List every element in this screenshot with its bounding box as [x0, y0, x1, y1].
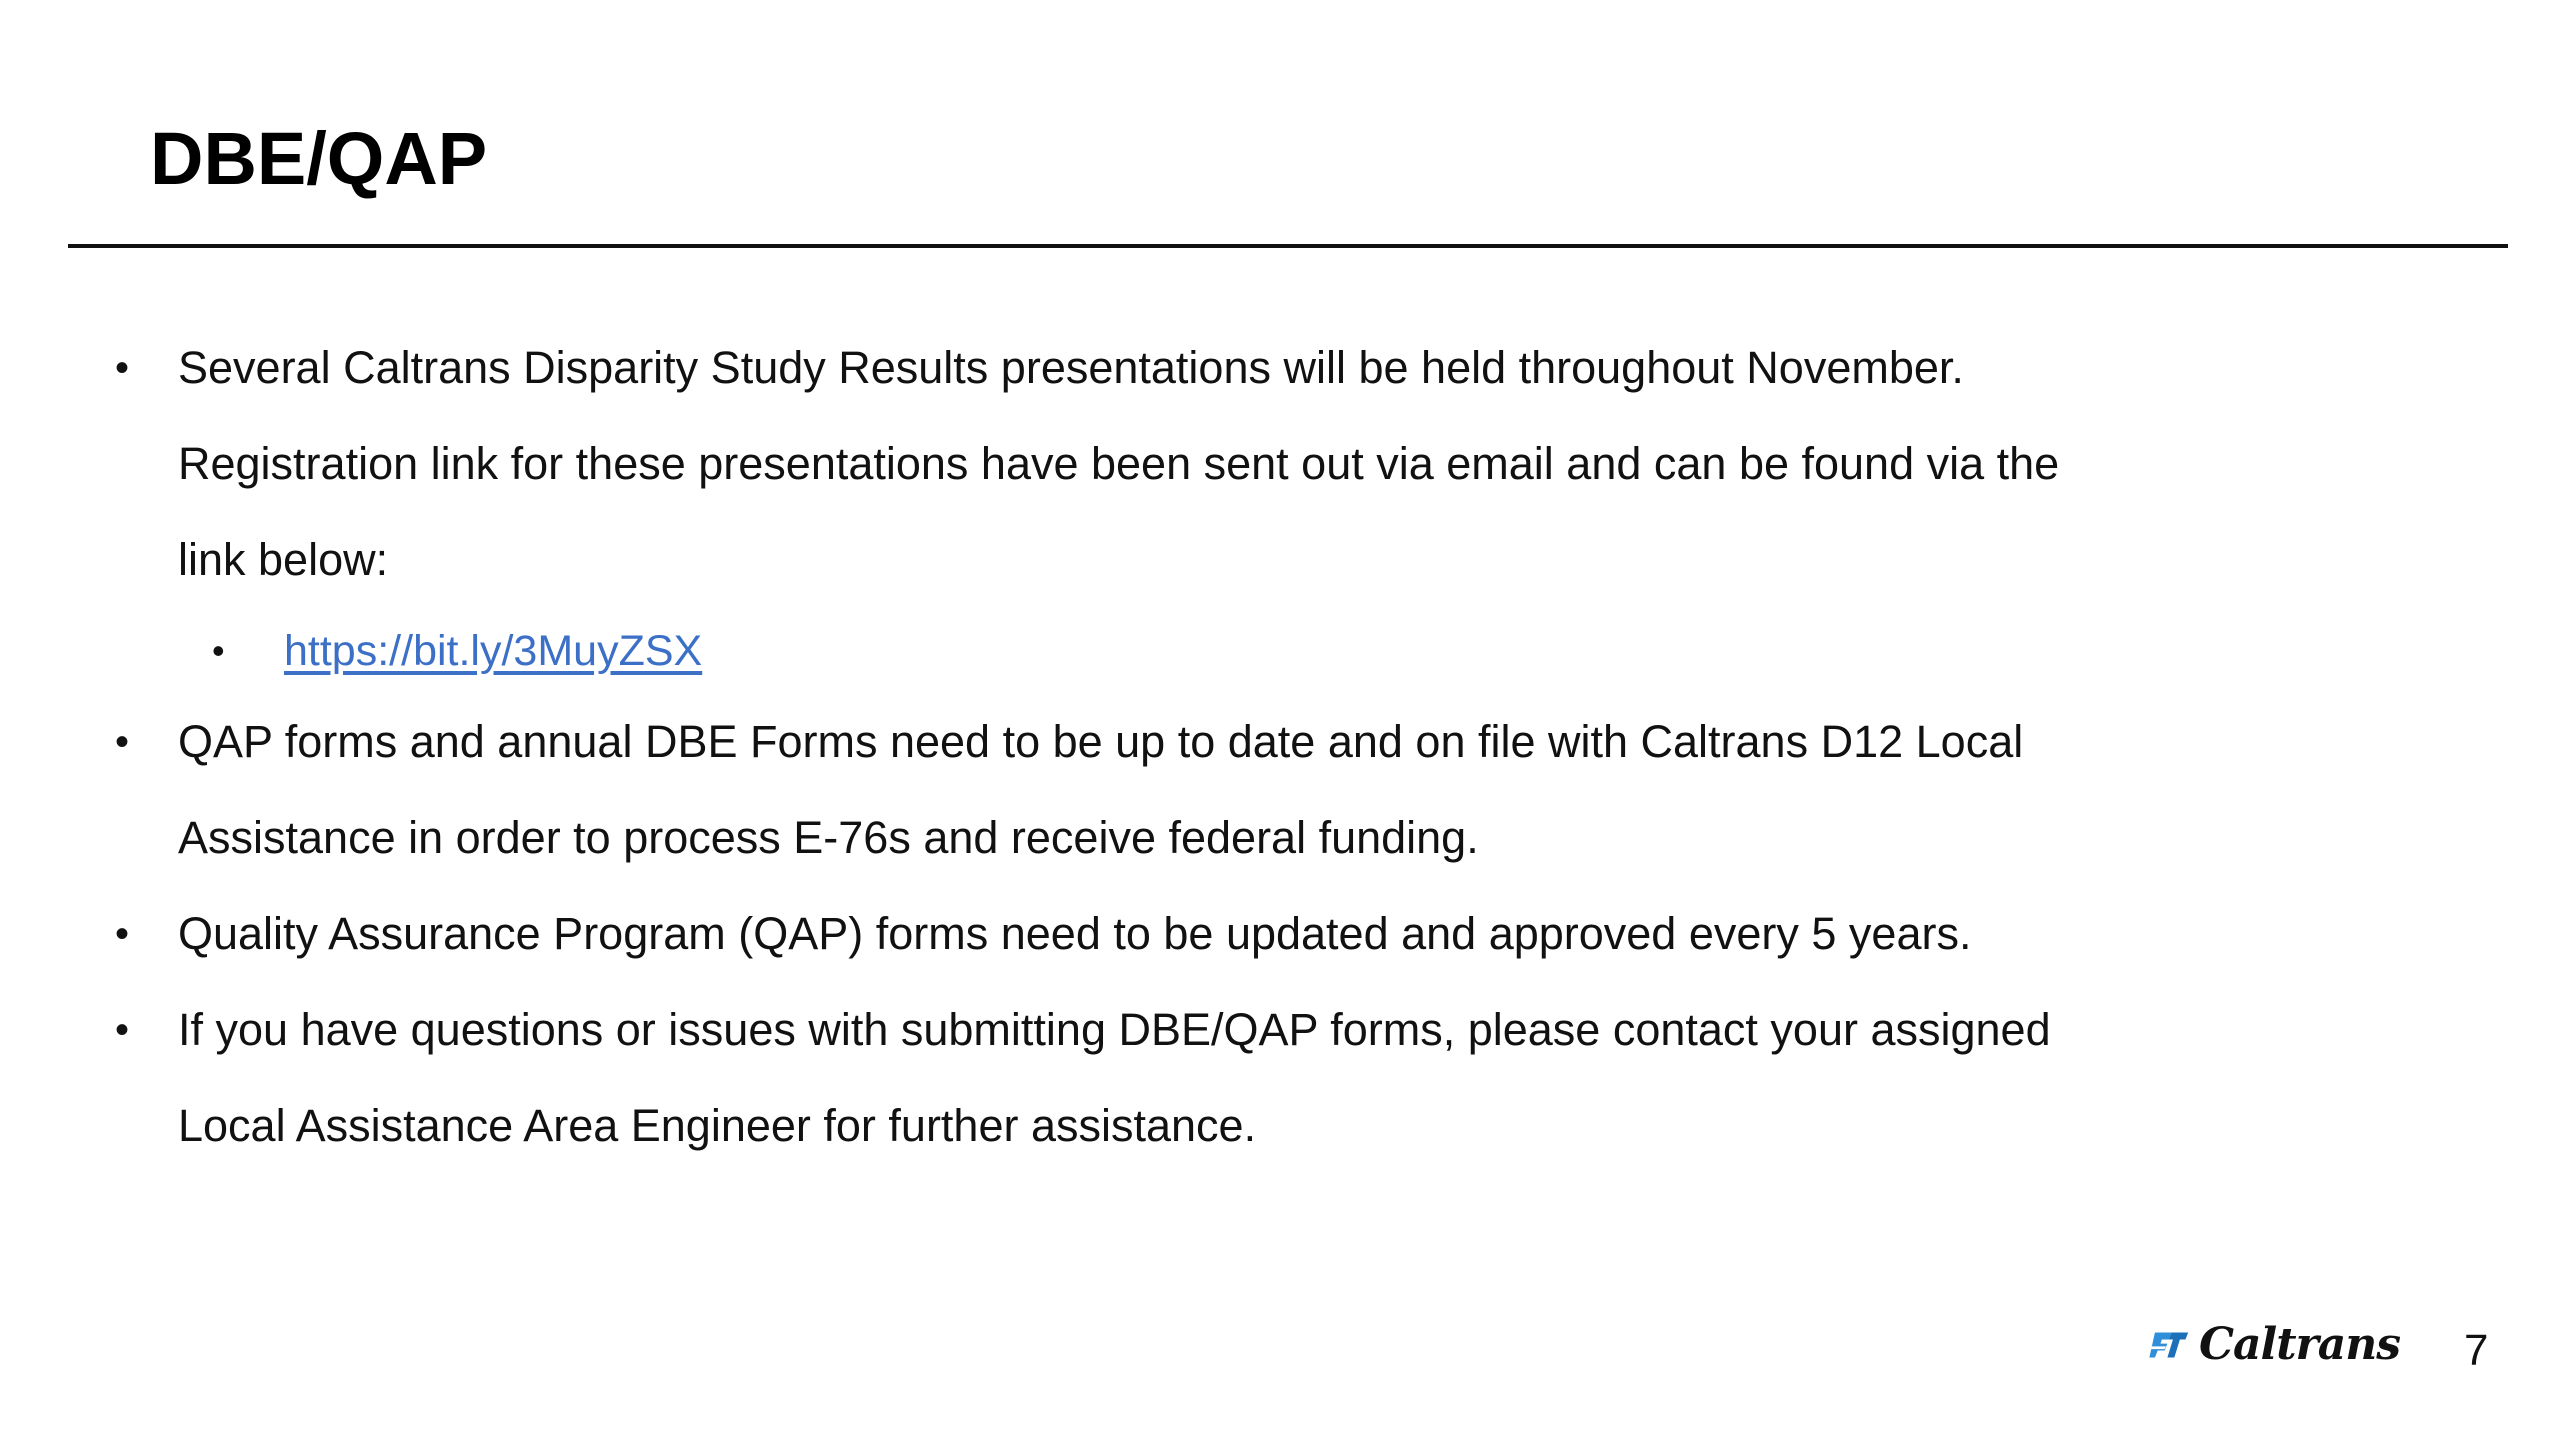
bullet-line: link below: — [178, 534, 389, 585]
caltrans-logo — [2148, 1320, 2400, 1370]
caltrans-logo-icon — [2148, 1323, 2191, 1367]
page-number: 7 — [2464, 1326, 2489, 1375]
slide-title: DBE/QAP — [150, 117, 488, 200]
sub-bullet-item — [110, 608, 2290, 694]
bullet-line: Several Caltrans Disparity Study Results presentations will be held throughout November. — [178, 342, 1964, 393]
caltrans-wordmark: Caltrans — [2198, 1319, 2400, 1370]
registration-link[interactable]: https://bit.ly/3MuyZSX — [284, 627, 703, 675]
bullet-item — [110, 320, 2290, 608]
bullet-item — [110, 982, 2290, 1174]
bullet-list — [110, 320, 2290, 1174]
bullet-item — [110, 694, 2290, 886]
bullet-line: If you have questions or issues with submitting DBE/QAP forms, please contact your assigned — [178, 1004, 2051, 1055]
bullet-item — [110, 886, 2290, 982]
bullet-line: Quality Assurance Program (QAP) forms need to be updated and approved every 5 years. — [178, 908, 1972, 959]
bullet-line: QAP forms and annual DBE Forms need to be up to date and on file with Caltrans D12 Local — [178, 716, 2024, 767]
bullet-line: Local Assistance Area Engineer for further assistance. — [178, 1100, 1257, 1151]
bullet-line: Registration link for these presentations have been sent out via email and can be found via the — [178, 438, 2060, 489]
bullet-line: Assistance in order to process E-76s and receive federal funding. — [178, 812, 1479, 863]
title-divider — [68, 244, 2508, 248]
